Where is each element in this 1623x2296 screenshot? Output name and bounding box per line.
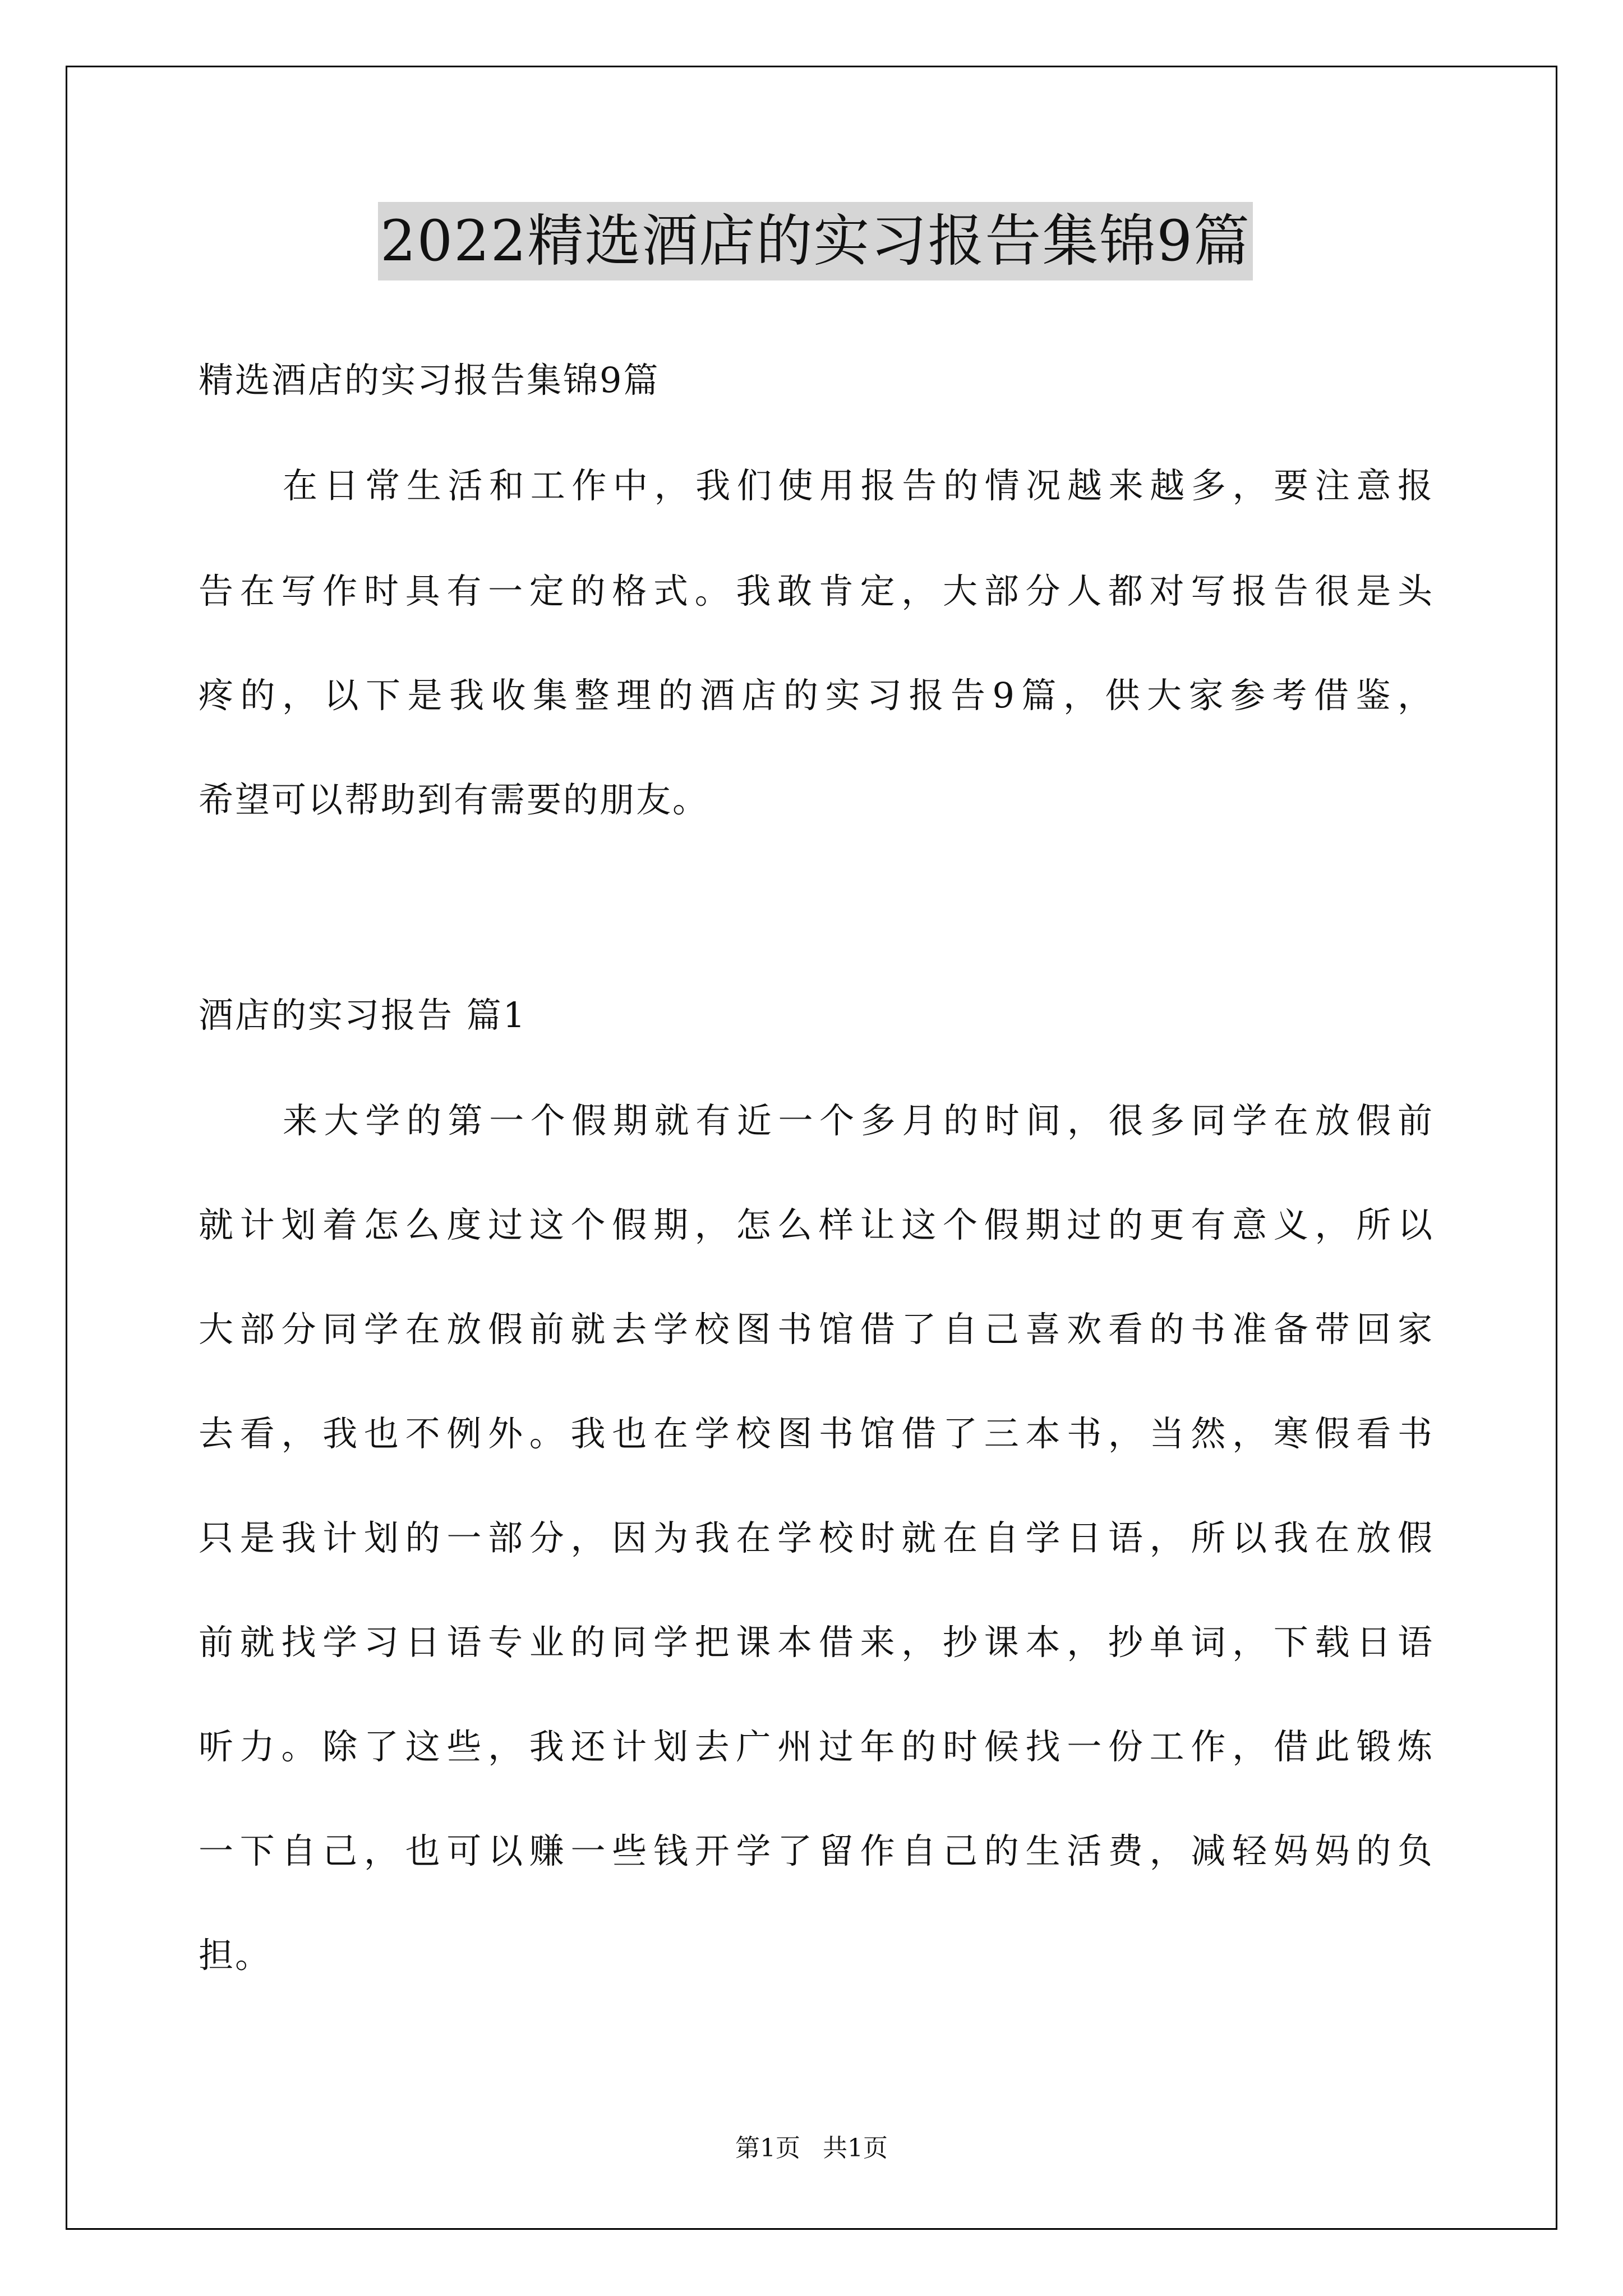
intro-line: 疼的，以下是我收集整理的酒店的实习报告9篇，供大家参考借鉴， [199, 675, 1432, 716]
intro-line: 希望可以帮助到有需要的朋友。 [199, 779, 709, 820]
intro-line: 在日常生活和工作中，我们使用报告的情况越来越多，要注意报 [283, 465, 1432, 506]
section-line: 去看，我也不例外。我也在学校图书馆借了三本书，当然，寒假看书 [199, 1413, 1432, 1454]
title-container [199, 202, 1432, 280]
section-line: 前就找学习日语专业的同学把课本借来，抄课本，抄单词，下载日语 [199, 1622, 1432, 1663]
section-line: 担。 [199, 1935, 272, 1976]
page-number-current: 第1页 [735, 2134, 800, 2162]
section-line: 只是我计划的一部分，因为我在学校时就在自学日语，所以我在放假 [199, 1517, 1432, 1558]
page-number-total: 共1页 [823, 2134, 888, 2162]
document-title: 2022精选酒店的实习报告集锦9篇 [378, 202, 1253, 280]
page-footer [0, 2132, 1623, 2165]
document-subtitle: 精选酒店的实习报告集锦9篇 [199, 360, 660, 401]
section-line: 听力。除了这些，我还计划去广州过年的时候找一份工作，借此锻炼 [199, 1726, 1432, 1767]
section-line: 来大学的第一个假期就有近一个多月的时间，很多同学在放假前 [283, 1100, 1432, 1141]
intro-line: 告在写作时具有一定的格式。我敢肯定，大部分人都对写报告很是头 [199, 570, 1432, 611]
section-line: 就计划着怎么度过这个假期，怎么样让这个假期过的更有意义，所以 [199, 1204, 1432, 1245]
section-heading: 酒店的实习报告 篇1 [199, 995, 527, 1036]
section-line: 一下自己，也可以赚一些钱开学了留作自己的生活费，减轻妈妈的负 [199, 1830, 1432, 1871]
section-line: 大部分同学在放假前就去学校图书馆借了自己喜欢看的书准备带回家 [199, 1309, 1432, 1350]
